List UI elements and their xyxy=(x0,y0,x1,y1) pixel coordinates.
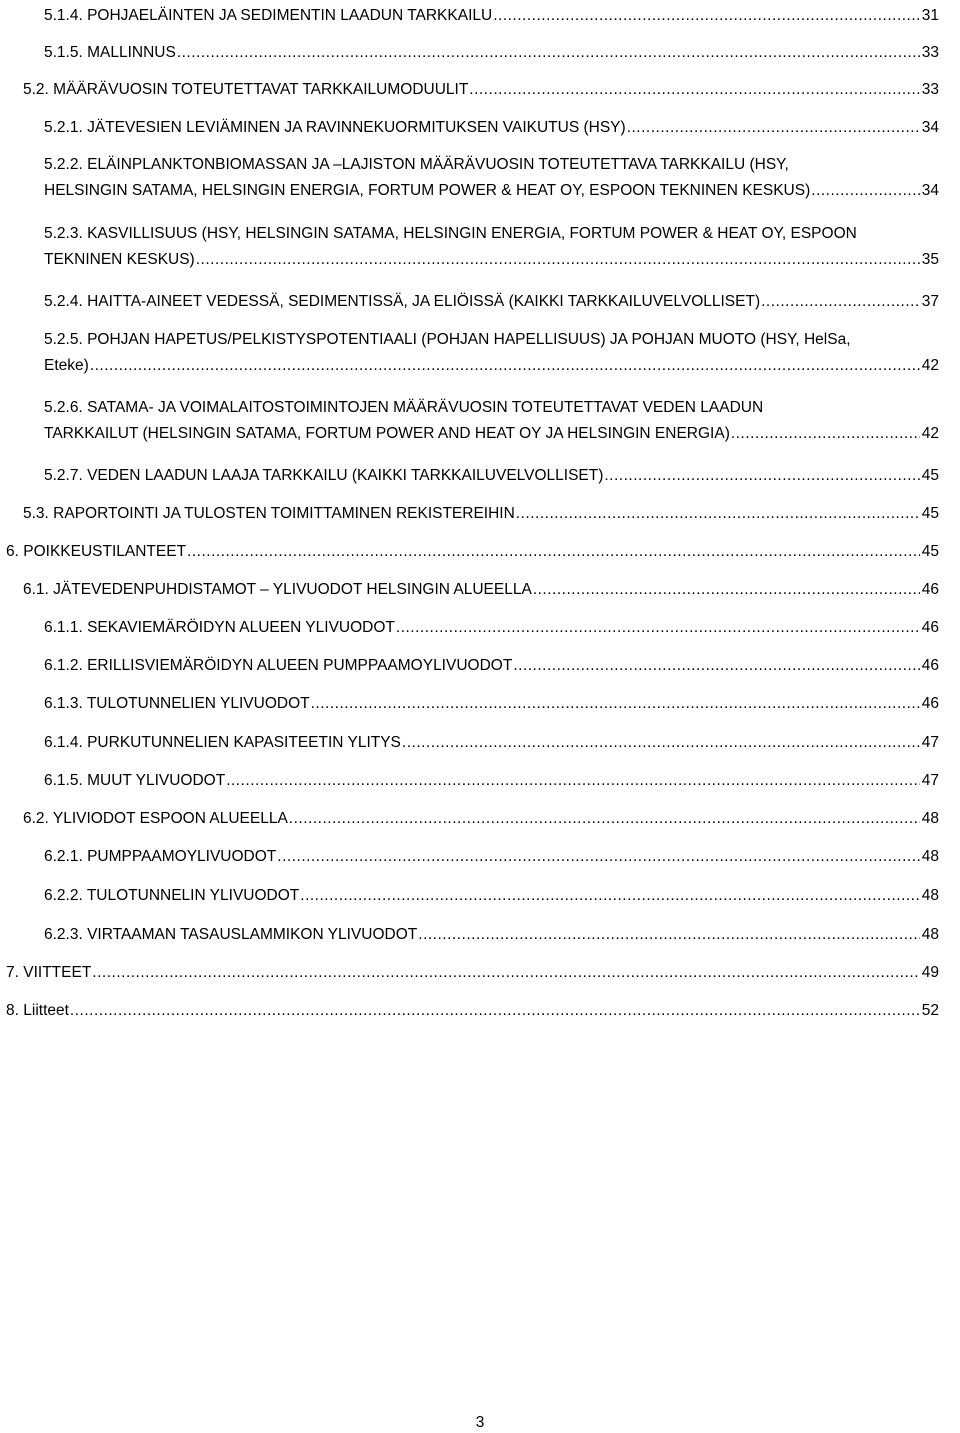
toc-entry-page: 47 xyxy=(921,772,939,789)
dot-leader xyxy=(187,542,920,562)
toc-entry-title-line1: SATAMA- JA VOIMALAITOSTOIMINTOJEN MÄÄRÄVUOSIN TOTEUTETTAVAT VEDEN LAADUN xyxy=(87,399,764,416)
toc-entry-title: MUUT YLIVUODOT xyxy=(87,772,226,789)
toc-entry[interactable] xyxy=(23,809,939,829)
toc-entry-number: 5.2. xyxy=(23,81,49,98)
toc-entry-title-line2: TARKKAILUT (HELSINGIN SATAMA, FORTUM POWER AND HEAT OY JA HELSINGIN ENERGIA) xyxy=(44,425,730,442)
toc-entry-number: 6.1.2. xyxy=(44,657,83,674)
toc-entry[interactable] xyxy=(44,733,939,753)
toc-entry-number: 7. xyxy=(6,964,19,981)
dot-leader xyxy=(177,43,920,63)
toc-entry[interactable] xyxy=(44,292,939,312)
toc-entry-page: 45 xyxy=(921,467,939,484)
dot-leader xyxy=(311,694,920,714)
toc-entry-number: 5.2.6. xyxy=(44,399,83,416)
dot-leader xyxy=(513,656,919,676)
toc-entry-title: MALLINNUS xyxy=(87,44,176,61)
toc-entry[interactable] xyxy=(23,504,939,524)
toc-entry-title: JÄTEVESIEN LEVIÄMINEN JA RAVINNEKUORMITUKSEN VAIKUTUS (HSY) xyxy=(87,119,626,136)
toc-entry-number: 6. xyxy=(6,543,19,560)
toc-entry-title: RAPORTOINTI JA TULOSTEN TOIMITTAMINEN REKISTEREIHIN xyxy=(53,505,515,522)
toc-entry-title: MÄÄRÄVUOSIN TOTEUTETTAVAT TARKKAILUMODUULIT xyxy=(53,81,469,98)
toc-entry-title: TULOTUNNELIEN YLIVUODOT xyxy=(86,695,310,712)
toc-entry-page: 47 xyxy=(921,734,939,751)
toc-entry[interactable] xyxy=(44,466,939,486)
toc-entry-number: 6.1.3. xyxy=(44,695,83,712)
toc-entry-title: POIKKEUSTILANTEET xyxy=(23,543,187,560)
dot-leader xyxy=(196,250,920,270)
toc-entry-number: 5.2.1. xyxy=(44,119,83,136)
toc-entry-number: 8. xyxy=(6,1002,19,1019)
toc-entry-page: 46 xyxy=(921,657,939,674)
toc-entry-title: HAITTA-AINEET VEDESSÄ, SEDIMENTISSÄ, JA ELIÖISSÄ (KAIKKI TARKKAILUVELVOLLISET) xyxy=(87,293,761,310)
toc-entry[interactable] xyxy=(44,155,939,201)
toc-entry-title-line2: HELSINGIN SATAMA, HELSINGIN ENERGIA, FORTUM POWER & HEAT OY, ESPOON TEKNINEN KESKUS) xyxy=(44,182,811,199)
toc-entry-title-line1: KASVILLISUUS (HSY, HELSINGIN SATAMA, HELSINGIN ENERGIA, FORTUM POWER & HEAT OY, ESPOON xyxy=(87,225,857,242)
dot-leader xyxy=(396,618,920,638)
toc-entry-title: SEKAVIEMÄRÖIDYN ALUEEN YLIVUODOT xyxy=(87,619,395,636)
toc-entry-page: 46 xyxy=(921,695,939,712)
toc-entry[interactable] xyxy=(44,656,939,676)
toc-entry-number: 5.2.2. xyxy=(44,156,83,173)
toc-entry-page: 46 xyxy=(921,581,939,598)
toc-entry-title: VEDEN LAADUN LAAJA TARKKAILU (KAIKKI TARKKAILUVELVOLLISET) xyxy=(87,467,604,484)
dot-leader xyxy=(469,80,919,100)
toc-entry-title-line1: POHJAN HAPETUS/PELKISTYSPOTENTIAALI (POHJAN HAPELLISUUS) JA POHJAN MUOTO (HSY, HelSa, xyxy=(87,331,851,348)
toc-entry-page: 48 xyxy=(921,848,939,865)
toc-entry[interactable] xyxy=(44,43,939,63)
toc-entry-number: 5.2.4. xyxy=(44,293,83,310)
toc-entry-number: 6.2. xyxy=(23,810,49,827)
toc-entry-page: 34 xyxy=(921,119,939,136)
toc-entry[interactable] xyxy=(6,1001,939,1021)
toc-entry[interactable] xyxy=(44,886,939,906)
toc-entry-title-line1: ELÄINPLANKTONBIOMASSAN JA –LAJISTON MÄÄRÄVUOSIN TOTEUTETTAVA TARKKAILU (HSY, xyxy=(87,156,789,173)
toc-entry[interactable] xyxy=(44,224,939,270)
toc-entry-number: 6.1.5. xyxy=(44,772,83,789)
toc-entry[interactable] xyxy=(6,963,939,983)
toc-entry[interactable] xyxy=(44,330,939,376)
dot-leader xyxy=(811,181,919,201)
dot-leader xyxy=(277,847,919,867)
toc-entry-title: VIITTEET xyxy=(23,964,92,981)
toc-entry[interactable] xyxy=(44,847,939,867)
toc-entry-page: 37 xyxy=(921,293,939,310)
toc-entry-page: 34 xyxy=(921,182,939,199)
dot-leader xyxy=(90,356,920,376)
toc-entry-page: 48 xyxy=(921,887,939,904)
toc-entry-title: PURKUTUNNELIEN KAPASITEETIN YLITYS xyxy=(87,734,401,751)
dot-leader xyxy=(493,6,920,26)
toc-entry-title: YLIVIODOT ESPOON ALUEELLA xyxy=(52,810,288,827)
toc-entry-number: 5.2.5. xyxy=(44,331,83,348)
toc-entry-title: POHJAELÄINTEN JA SEDIMENTIN LAADUN TARKKAILU xyxy=(87,7,493,24)
dot-leader xyxy=(70,1001,920,1021)
dot-leader xyxy=(300,886,919,906)
toc-entry[interactable] xyxy=(44,618,939,638)
dot-leader xyxy=(533,580,920,600)
toc-entry-title: ERILLISVIEMÄRÖIDYN ALUEEN PUMPPAAMOYLIVUODOT xyxy=(87,657,513,674)
toc-entry-page: 35 xyxy=(921,251,939,268)
toc-entry-page: 42 xyxy=(921,425,939,442)
toc-entry-number: 5.2.3. xyxy=(44,225,83,242)
toc-entry-page: 45 xyxy=(921,505,939,522)
toc-entry-title: JÄTEVEDENPUHDISTAMOT – YLIVUODOT HELSINGIN ALUEELLA xyxy=(53,581,532,598)
toc-entry-page: 46 xyxy=(921,619,939,636)
toc-entry-page: 48 xyxy=(921,926,939,943)
page-number: 3 xyxy=(475,1414,485,1431)
toc-entry-page: 48 xyxy=(921,810,939,827)
dot-leader xyxy=(627,118,920,138)
toc-entry-page: 49 xyxy=(921,964,939,981)
dot-leader xyxy=(761,292,920,312)
toc-entry[interactable] xyxy=(44,118,939,138)
toc-entry[interactable] xyxy=(23,580,939,600)
toc-entry[interactable] xyxy=(44,398,939,444)
toc-entry-number: 6.1.1. xyxy=(44,619,83,636)
dot-leader xyxy=(516,504,920,524)
dot-leader xyxy=(731,424,920,444)
toc-entry-number: 6.1. xyxy=(23,581,49,598)
toc-entry[interactable] xyxy=(23,80,939,100)
toc-entry-page: 52 xyxy=(921,1002,939,1019)
toc-entry[interactable] xyxy=(6,542,939,562)
dot-leader xyxy=(92,963,919,983)
toc-entry-page: 33 xyxy=(921,44,939,61)
toc-entry-title: TULOTUNNELIN YLIVUODOT xyxy=(86,887,300,904)
toc-entry-number: 5.1.4. xyxy=(44,7,83,24)
toc-entry-number: 6.2.3. xyxy=(44,926,83,943)
toc-entry[interactable] xyxy=(44,771,939,791)
toc-entry-number: 6.2.1. xyxy=(44,848,83,865)
toc-entry-title: PUMPPAAMOYLIVUODOT xyxy=(87,848,277,865)
toc-entry-number: 5.3. xyxy=(23,505,49,522)
toc-entry-title: Liitteet xyxy=(23,1002,69,1019)
toc-entry-title-line2: Eteke) xyxy=(44,357,89,374)
toc-entry-page: 33 xyxy=(921,81,939,98)
toc-entry-number: 6.1.4. xyxy=(44,734,83,751)
dot-leader xyxy=(402,733,920,753)
dot-leader xyxy=(604,466,919,486)
toc-entry-title: VIRTAAMAN TASAUSLAMMIKON YLIVUODOT xyxy=(87,926,418,943)
toc-entry-number: 5.2.7. xyxy=(44,467,83,484)
toc-entry-number: 5.1.5. xyxy=(44,44,83,61)
dot-leader xyxy=(226,771,920,791)
dot-leader xyxy=(289,809,920,829)
toc-entry-page: 42 xyxy=(921,357,939,374)
toc-entry[interactable] xyxy=(44,694,939,714)
toc-entry-page: 45 xyxy=(921,543,939,560)
toc-entry[interactable] xyxy=(44,6,939,26)
toc-entry-title-line2: TEKNINEN KESKUS) xyxy=(44,251,195,268)
toc-entry-number: 6.2.2. xyxy=(44,887,83,904)
toc-entry[interactable] xyxy=(44,925,939,945)
dot-leader xyxy=(418,925,919,945)
toc-entry-page: 31 xyxy=(921,7,939,24)
